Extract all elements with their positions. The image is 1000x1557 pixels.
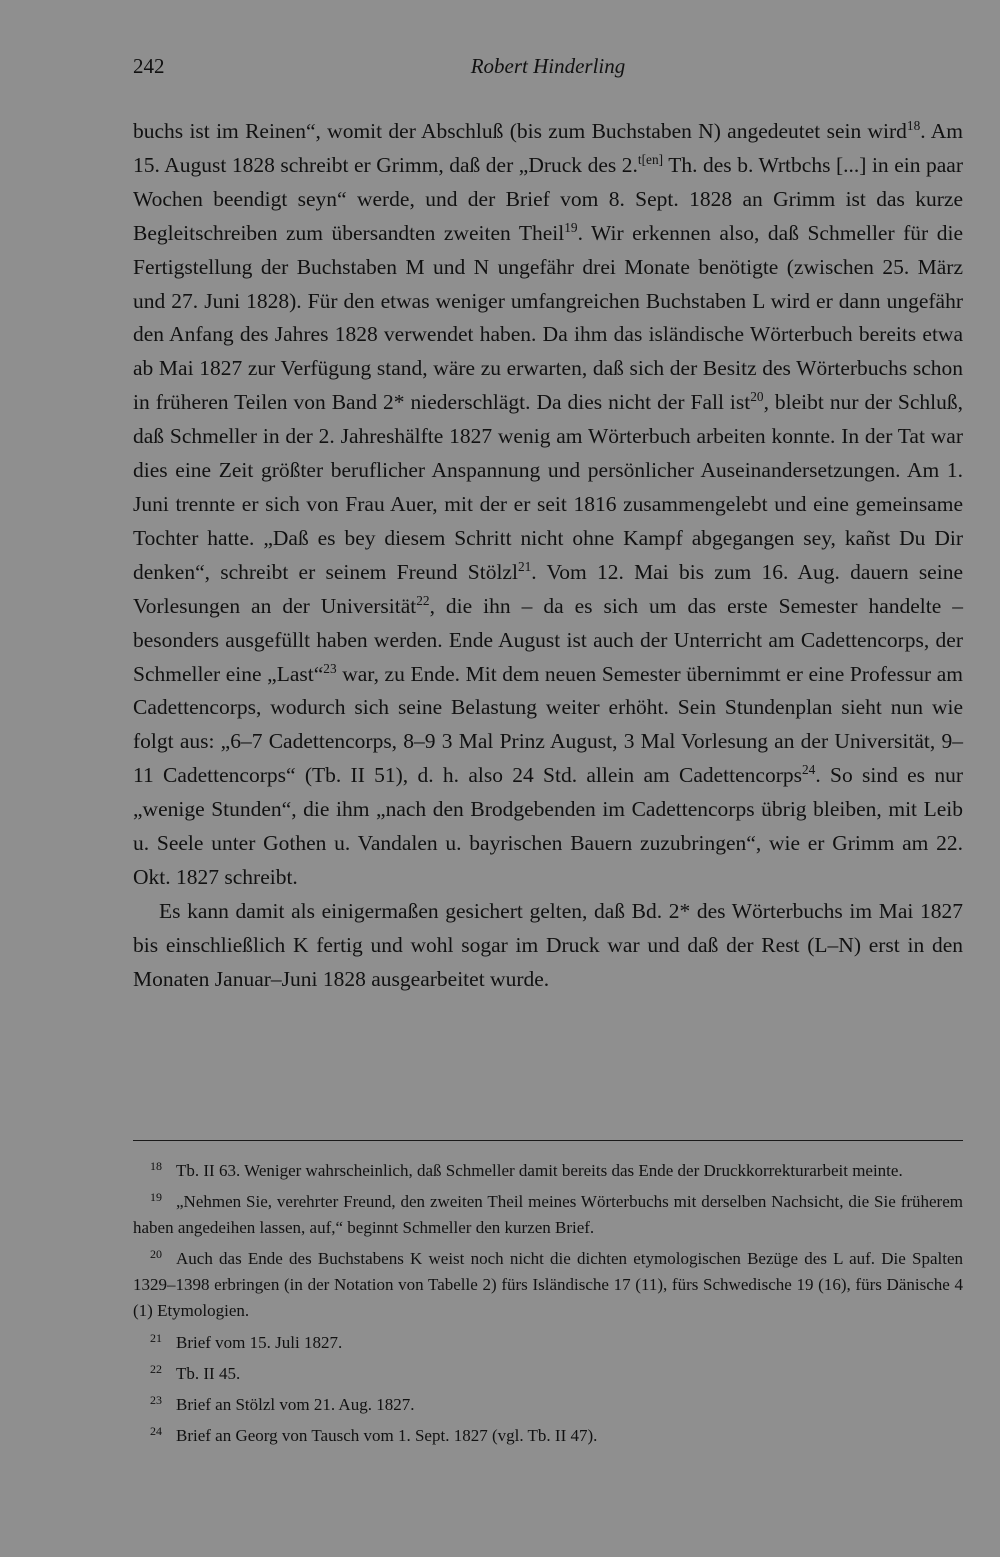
text-run: . Vom 12. Mai bis zum 16. Aug. dauern seine Vorlesungen an der Universität [133, 559, 963, 618]
footnote-number: 21 [150, 1330, 162, 1345]
footnote-23 [133, 1387, 963, 1418]
footnote-text: Tb. II 45. [176, 1363, 241, 1383]
text-run: Th. des b. Wrtbchs [...] in ein paar Wochen beendigt seyn“ werde, und der Brief vom 8. Sept. 1828 an Grimm ist das kurze Begleitschreiben zum übersandten zweiten Theil [133, 152, 963, 245]
footnote-ref-24[interactable]: 24 [802, 762, 816, 778]
footnote-number: 23 [150, 1392, 162, 1407]
paragraph-2: Es kann damit als einigermaßen gesichert gelten, daß Bd. 2* des Wörterbuchs im Mai 1827 bis einschließlich K fertig und wohl sogar im Druck war und daß der Rest (L–N) erst in den Monaten Januar–Juni 1828 ausgearbeitet wurde. [133, 898, 963, 991]
footnote-18 [133, 1153, 963, 1184]
footnotes [133, 1153, 963, 1449]
footnote-text: Brief an Georg von Tausch vom 1. Sept. 1827 (vgl. Tb. II 47). [176, 1425, 598, 1445]
footnote-ref-19[interactable]: 19 [564, 219, 578, 235]
editorial-superscript: t[en] [637, 151, 664, 167]
footnote-ref-20[interactable]: 20 [750, 389, 764, 405]
footnote-text: Brief an Stölzl vom 21. Aug. 1827. [176, 1394, 415, 1414]
footnote-ref-23[interactable]: 23 [323, 660, 337, 676]
text-run: war, zu Ende. Mit dem neuen Semester übernimmt er eine Professur am Cadettencorps, wodurch sich seine Belastung weiter erhöht. Sein Stundenplan sieht nun wie folgt aus: „6–7 Cadettencorps, 8–9 3 Mal Prinz August, 3 Mal Vorlesung an der Universität, 9–11 Cadettencorps“ (Tb. II 51), d. h. also 24 Std. allein am Cadettencorps [133, 661, 963, 788]
footnote-separator [133, 1140, 963, 1141]
text-run: , die ihn – da es sich um das erste Semester handelte – besonders ausgefüllt haben werden. Ende August ist auch der Unterricht am Cadettencorps, der Schmeller eine „Last“ [133, 593, 963, 686]
footnote-number: 19 [150, 1190, 162, 1205]
footnote-24 [133, 1418, 963, 1449]
footnote-ref-22[interactable]: 22 [416, 592, 430, 608]
text-run: . Am 15. August 1828 schreibt er Grimm, daß der „Druck des 2. [133, 119, 963, 177]
footnote-number: 20 [150, 1247, 162, 1262]
text-run: buchs ist im Reinen“, womit der Abschluß (bis zum Buchstaben N) angedeutet sein wird [133, 119, 907, 143]
footnote-number: 18 [150, 1159, 162, 1173]
footnote-number: 22 [150, 1361, 162, 1376]
text-run: . Wir erkennen also, daß Schmeller für die Fertigstellung der Buchstaben M und N ungefähr drei Monate benötigte (zwischen 25. März und 27. Juni 1828). Für den etwas weniger umfangreichen Buchstaben L wird er dann ungefähr den Anfang des Jahres 1828 verwendet haben. Da ihm das isländische Wörterbuch bereits etwa ab Mai 1827 zur Verfügung stand, wäre zu erwarten, daß sich der Besitz des Wörterbuchs schon in früheren Teilen von Band 2* niederschlägt. Da dies nicht der Fall ist [133, 220, 963, 415]
running-head [133, 54, 963, 84]
body-text [133, 115, 963, 997]
footnote-21 [133, 1325, 963, 1356]
paragraph-1 [133, 115, 963, 895]
footnote-19 [133, 1184, 963, 1241]
footnote-ref-21[interactable]: 21 [517, 558, 532, 574]
footnote-22 [133, 1356, 963, 1387]
footnote-number: 24 [150, 1423, 162, 1438]
text-run: , bleibt nur der Schluß, daß Schmeller in der 2. Jahreshälfte 1827 wenig am Wörterbuch arbeiten konnte. In der Tat war dies eine Zeit größter beruflicher Anspannung und persönlicher Auseinandersetzungen. Am 1. Juni trennte er sich von Frau Auer, mit der er seit 1816 zusammengelebt und eine gemeinsame Tochter hatte. „Daß es bey diesem Schritt nicht ohne Kampf abgegangen sey, kañst Du Dir denken“, schreibt er seinem Freund Stölzl [133, 390, 963, 584]
running-title: Robert Hinderling [470, 54, 626, 78]
footnote-text: Brief vom 15. Juli 1827. [176, 1332, 343, 1352]
page-number: 242 [133, 54, 165, 78]
text-run: . So sind es nur „wenige Stunden“, die ihm „nach den Brodgebenden im Cadettencorps übrig bleiben, mit Leib u. Seele unter Gothen u. Vandalen u. bayrischen Bauern zuzubringen“, wie er Grimm am 22. Okt. 1827 schreibt. [133, 763, 963, 889]
footnote-text: „Nehmen Sie, verehrter Freund, den zweiten Theil meines Wörterbuchs mit derselben Nachsicht, die Sie früherem haben angedeihen lassen, auf,“ beginnt Schmeller den kurzen Brief. [133, 1192, 963, 1238]
footnote-20 [133, 1241, 963, 1324]
footnote-text: Tb. II 63. Weniger wahrscheinlich, daß Schmeller damit bereits das Ende der Druckkorrekturarbeit meinte. [176, 1161, 903, 1180]
footnote-text: Auch das Ende des Buchstabens K weist noch nicht die dichten etymologischen Bezüge des L auf. Die Spalten 1329–1398 erbringen (in der Notation von Tabelle 2) fürs Isländische 17 (11), fürs Schwedische 19 (16), fürs Dänische 4 (1) Etymologien. [133, 1249, 963, 1321]
footnote-ref-18[interactable]: 18 [906, 117, 921, 133]
